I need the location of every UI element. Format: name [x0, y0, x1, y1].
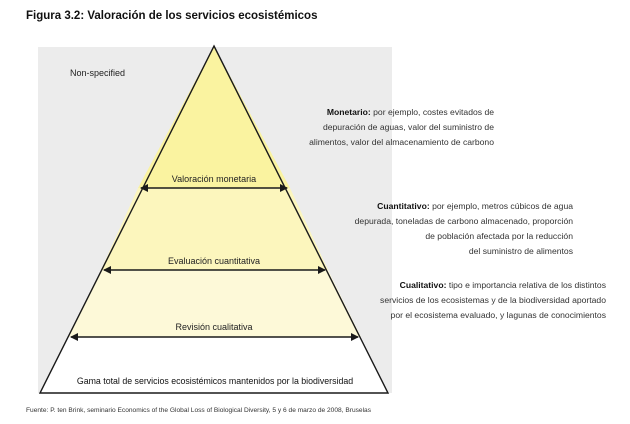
description-monetary	[240, 105, 494, 150]
description-line: alimentos, valor del almacenamiento de carbono	[309, 137, 494, 147]
description-line: servicios de los ecosistemas y de la biodiversidad aportado	[380, 295, 606, 305]
level-label-quantitative: Evaluación cuantitativa	[167, 256, 261, 266]
description-line: de población afectada por la reducción	[425, 231, 573, 241]
description-line: por ejemplo, costes evitados de	[373, 107, 494, 117]
description-line: tipo e importancia relativa de los distintos	[448, 280, 606, 290]
base-label: Gama total de servicios ecosistémicos mantenidos por la biodiversidad	[76, 376, 354, 386]
description-term: Cuantitativo:	[377, 201, 430, 211]
description-line: depuración de aguas, valor del suministro de	[322, 122, 494, 132]
description-line: por ejemplo, metros cúbicos de agua	[432, 201, 573, 211]
description-term: Cualitativo:	[399, 280, 447, 290]
level-label-qualitative: Revisión cualitativa	[175, 322, 253, 332]
non-specified-label: Non-specified	[70, 68, 126, 78]
description-quantitative	[300, 199, 573, 259]
description-line: del suministro de alimentos	[468, 246, 573, 256]
source-note: Fuente: P. ten Brink, seminario Economics of the Global Loss of Biological Diversity, 5 y 6 de marzo de 2008, Bruselas	[26, 407, 371, 414]
description-line: por el ecosistema evaluado, y lagunas de conocimientos	[390, 310, 606, 320]
description-qualitative	[330, 278, 606, 323]
level-label-monetary: Valoración monetaria	[171, 174, 257, 184]
figure-title: Figura 3.2: Valoración de los servicios ecosistémicos	[26, 10, 318, 22]
description-term: Monetario:	[326, 107, 371, 117]
description-line: depurada, toneladas de carbono almacenado, proporción	[354, 216, 573, 226]
